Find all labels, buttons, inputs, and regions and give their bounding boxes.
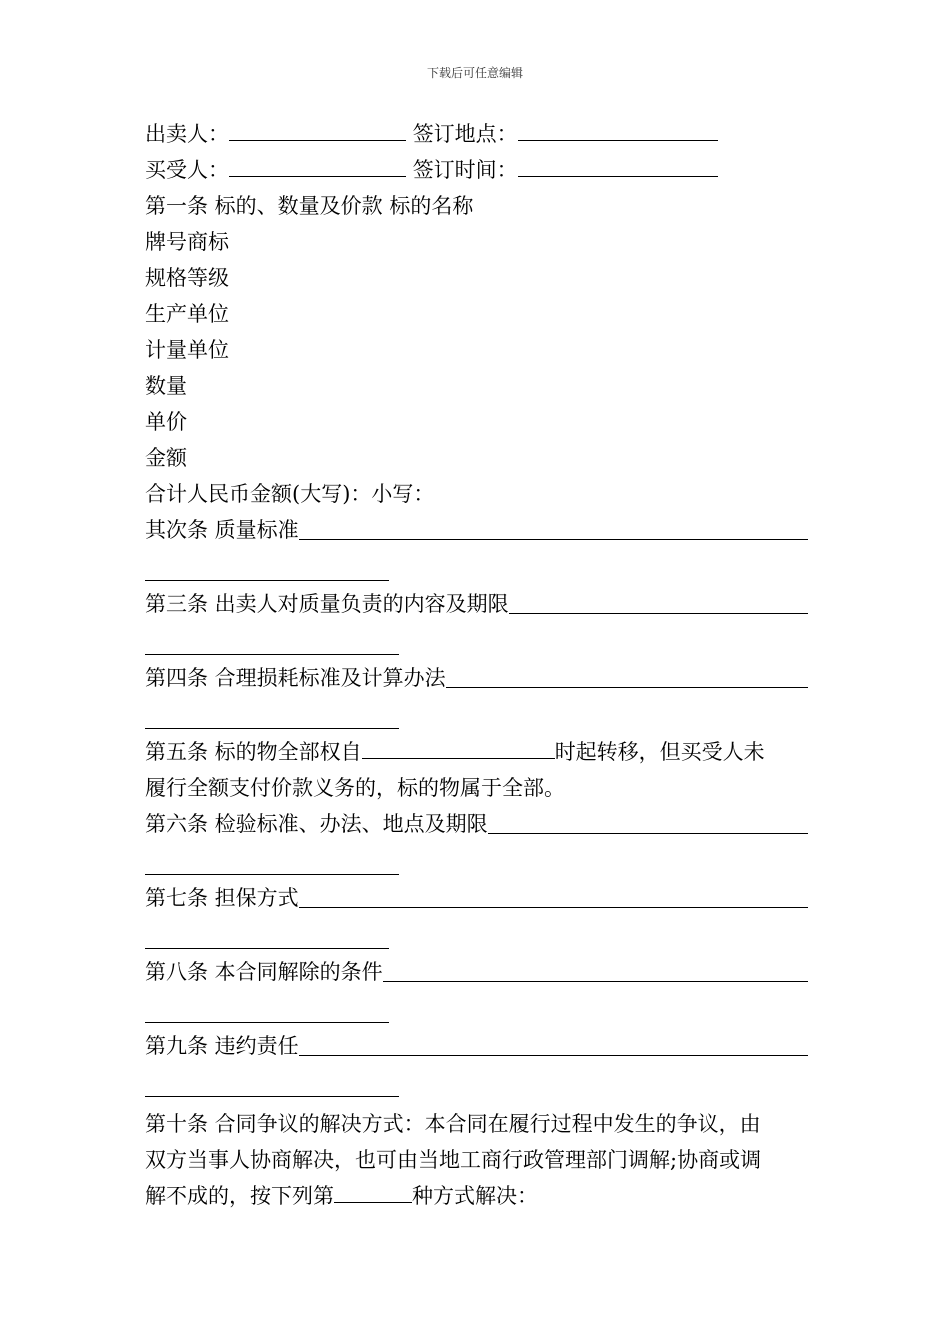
article1-item-producer: 生产单位: [145, 302, 229, 326]
article10-line3: [145, 1178, 808, 1214]
article2-continuation: [145, 548, 808, 584]
buyer-row: [145, 152, 808, 188]
article5-line1: [145, 734, 808, 770]
article3-continuation: [145, 622, 808, 658]
signing-place-blank[interactable]: [518, 116, 718, 141]
article7-blank[interactable]: [299, 883, 808, 908]
article5-after: 时起转移，但买受人未: [554, 740, 765, 764]
article5-blank[interactable]: [362, 734, 555, 759]
article10-line2: 双方当事人协商解决，也可由当地工商行政管理部门调解;协商或调: [145, 1148, 762, 1172]
article4-blank[interactable]: [446, 663, 808, 688]
article9-row: [145, 1028, 808, 1064]
article9-blank[interactable]: [299, 1031, 808, 1056]
article8-continuation: [145, 990, 808, 1026]
article10-after: 种方式解决：: [412, 1184, 538, 1208]
article5-before: 第五条 标的物全部权自: [145, 740, 362, 764]
article4-row: [145, 660, 808, 696]
article7-label: 第七条 担保方式: [145, 886, 299, 910]
buyer-label: 买受人：: [145, 158, 229, 182]
article8-label: 第八条 本合同解除的条件: [145, 960, 383, 984]
seller-blank[interactable]: [229, 116, 406, 141]
signing-time-label: 签订时间：: [412, 158, 518, 182]
article3-blank[interactable]: [509, 589, 808, 614]
article9-continuation: [145, 1064, 808, 1100]
article1-title: 第一条 标的、数量及价款 标的名称: [145, 194, 474, 218]
article4-label: 第四条 合理损耗标准及计算办法: [145, 666, 446, 690]
article7-row: [145, 880, 808, 916]
article7-continuation: [145, 916, 808, 952]
article1-item-price: 单价: [145, 410, 187, 434]
signing-place-label: 签订地点：: [412, 122, 518, 146]
article2-blank-2[interactable]: [145, 556, 389, 581]
article1-item-brand: 牌号商标: [145, 230, 229, 254]
article9-blank-2[interactable]: [145, 1072, 399, 1097]
article1-item-unit: 计量单位: [145, 338, 229, 362]
article2-blank[interactable]: [299, 515, 808, 540]
article6-continuation: [145, 842, 808, 878]
contract-body: [145, 116, 808, 1214]
signing-time-blank[interactable]: [518, 152, 718, 177]
article8-blank[interactable]: [383, 957, 808, 982]
article3-label: 第三条 出卖人对质量负责的内容及期限: [145, 592, 509, 616]
article3-row: [145, 586, 808, 622]
article2-label: 其次条 质量标准: [145, 518, 299, 542]
seller-label: 出卖人：: [145, 122, 229, 146]
article1-item-quantity: 数量: [145, 374, 187, 398]
article5-line2: 履行全额支付价款义务的，标的物属于全部。: [145, 776, 565, 800]
article9-label: 第九条 违约责任: [145, 1034, 299, 1058]
article1-item-spec: 规格等级: [145, 266, 229, 290]
article4-blank-2[interactable]: [145, 704, 399, 729]
seller-row: [145, 116, 808, 152]
article6-blank[interactable]: [488, 809, 808, 834]
article2-row: [145, 512, 808, 548]
article10-before: 解不成的，按下列第: [145, 1184, 334, 1208]
article6-row: [145, 806, 808, 842]
article6-blank-2[interactable]: [145, 850, 399, 875]
article4-continuation: [145, 696, 808, 732]
article8-blank-2[interactable]: [145, 998, 389, 1023]
article3-blank-2[interactable]: [145, 630, 399, 655]
article7-blank-2[interactable]: [145, 924, 389, 949]
page-header-note: 下载后可任意编辑: [426, 66, 523, 80]
article6-label: 第六条 检验标准、办法、地点及期限: [145, 812, 488, 836]
article10-blank[interactable]: [334, 1178, 412, 1203]
buyer-blank[interactable]: [229, 152, 406, 177]
article1-total: 合计人民币金额(大写)：小写：: [145, 482, 435, 506]
article8-row: [145, 954, 808, 990]
article10-line1: 第十条 合同争议的解决方式：本合同在履行过程中发生的争议，由: [145, 1112, 761, 1136]
article1-item-amount: 金额: [145, 446, 187, 470]
